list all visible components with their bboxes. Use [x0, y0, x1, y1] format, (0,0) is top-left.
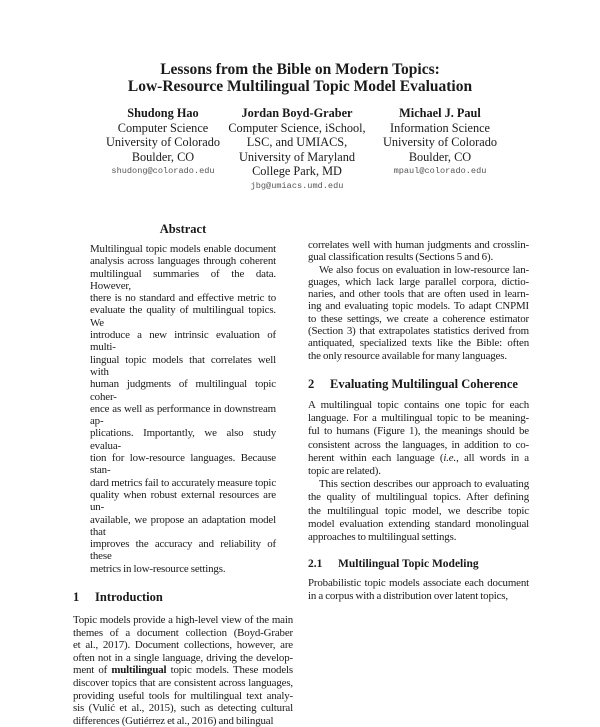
text-line: Topic models provide a high-level view of the main — [73, 614, 293, 627]
author-email[interactable]: jbg@umiacs.umd.edu — [250, 180, 344, 191]
text-line: (Section 3) that extrapolates statistics derived from — [308, 325, 529, 338]
text-line: A multilingual topic contains one topic for each — [308, 398, 529, 411]
text-line: We also focus on evaluation in low-resource lan- — [319, 263, 529, 276]
author-name: Michael J. Paul — [399, 106, 481, 120]
introduction-text — [73, 614, 293, 727]
text-line: correlates well with human judgments and crosslin- — [308, 239, 529, 251]
text-line: topic are related). — [308, 464, 381, 477]
section-2-1-text — [308, 577, 529, 603]
text-line: differences (Gutiérrez et al., 2016) and bilingual — [73, 714, 274, 727]
section-number: 2 — [308, 376, 315, 391]
text-line: herent within each language (i.e., all words in a — [308, 451, 529, 464]
text-line: the quality of multilingual topics. After defining — [308, 491, 529, 504]
author-name: Jordan Boyd-Graber — [241, 106, 353, 120]
text-line: gual classification results (Sections 5 and 6). — [308, 251, 494, 264]
author-block — [350, 106, 530, 179]
paper-title-line-2: Low-Resource Multilingual Topic Model Evaluation — [127, 78, 473, 95]
text-line: language. For a multilingual topic to be meaning- — [308, 412, 529, 425]
text-line: ing and evaluating topic models. To adapt CNPMI — [308, 300, 529, 313]
text-line: model evaluation extending standard monolingual — [308, 517, 529, 530]
text-line: sis (Vulić et al., 2015), such as detecting cultural — [73, 702, 293, 715]
text-line: discover topics that are consistent across languages, — [73, 676, 293, 689]
abstract-text — [90, 243, 276, 575]
text-line: the only resource available for many languages. — [308, 349, 507, 362]
text-line: tion for low-resource languages. Because stan- — [90, 452, 276, 477]
text-line: there is no standard and effective metric to — [90, 292, 276, 305]
section-title: Evaluating Multilingual Coherence — [330, 376, 518, 391]
author-affiliation: University of Colorado — [382, 135, 498, 149]
text-line: in a corpus with a distribution over latent topics, — [308, 590, 508, 602]
subsection-heading-topic-modeling — [308, 556, 529, 572]
text-line: ment of multilingual topic models. These models — [73, 664, 293, 677]
text-line: Probabilistic topic models associate each document — [308, 577, 529, 590]
text-line: evaluate the quality of multilingual topics. We — [90, 304, 276, 329]
text-line: themes of a document collection (Boyd-Graber — [73, 626, 293, 639]
text-line: to these settings, we create a coherence estimator — [308, 312, 529, 325]
author-email[interactable]: shudong@colorado.edu — [111, 166, 215, 176]
author-affiliation: University of Maryland — [238, 149, 356, 164]
text-line: naries, and other tools that are often used in learn- — [308, 288, 529, 301]
author-name: Shudong Hao — [127, 106, 199, 120]
text-line: dard metrics fail to accurately measure topic — [90, 476, 276, 489]
section-title: Introduction — [95, 590, 163, 605]
text-line: antiquated, specialized texts like the Bible: often — [308, 337, 529, 350]
text-line: approaches to multilingual settings. — [308, 531, 457, 543]
author-affiliation: Information Science — [389, 120, 491, 135]
text-line: the multilingual topic model, we describe topic — [308, 504, 529, 517]
text-line: quality when robust external resources are un- — [90, 488, 276, 514]
author-affiliation: College Park, MD — [252, 164, 342, 178]
section-heading-introduction — [73, 589, 293, 605]
text-line: available, we propose an adaptation model that — [90, 513, 276, 538]
text-line: et al., 2017). Document collections, however, are — [73, 639, 293, 652]
section-title: Multilingual Topic Modeling — [338, 558, 479, 571]
author-affiliation: LSC, and UMIACS, — [246, 135, 348, 149]
paper-title-line-1: Lessons from the Bible on Modern Topics: — [160, 61, 440, 78]
section-heading-evaluating — [308, 376, 529, 392]
section-number: 1 — [73, 590, 80, 605]
text-line: ful to humans (Figure 1), the meanings should be — [308, 425, 529, 438]
right-column-text — [308, 239, 529, 362]
text-line: lingual topic models that correlates well with — [90, 353, 276, 378]
author-affiliation: Boulder, CO — [408, 149, 472, 164]
text-line: ence as well as performance in downstream ap- — [90, 402, 276, 428]
author-email[interactable]: mpaul@colorado.edu — [393, 166, 487, 176]
author-affiliation: Computer Science — [117, 120, 209, 135]
author-affiliation: Boulder, CO — [131, 149, 195, 164]
text-line: consistent across the languages, in addition to co- — [308, 438, 529, 451]
text-line: human judgments of multilingual topic coher- — [90, 378, 276, 403]
right-column — [308, 239, 529, 603]
text-line: improves the accuracy and reliability of these — [90, 538, 276, 563]
section-number: 2.1 — [308, 558, 323, 571]
text-line: guages, which lack large parallel corpora, dictio- — [308, 275, 529, 288]
author-affiliation: University of Colorado — [105, 135, 221, 149]
text-line: often not in a single language, driving the develop- — [73, 651, 293, 664]
text-line: metrics in low-resource settings. — [90, 562, 226, 575]
text-line: providing useful tools for multilingual text analy- — [73, 689, 293, 702]
author-affiliation: Computer Science, iSchool, — [228, 120, 366, 135]
text-line: multilingual summaries of the data. However, — [90, 267, 276, 292]
text-line: plications. Importantly, we also study evalua- — [90, 427, 276, 452]
left-column — [73, 221, 293, 727]
text-line: introduce a new intrinsic evaluation of multi- — [90, 329, 276, 354]
text-line: Multilingual topic models enable document — [90, 243, 276, 255]
text-line: This section describes our approach to evaluating — [319, 478, 529, 491]
section-2-text — [308, 399, 529, 544]
abstract-heading: Abstract — [159, 222, 207, 236]
text-line: analysis across languages through coherent — [90, 255, 276, 268]
